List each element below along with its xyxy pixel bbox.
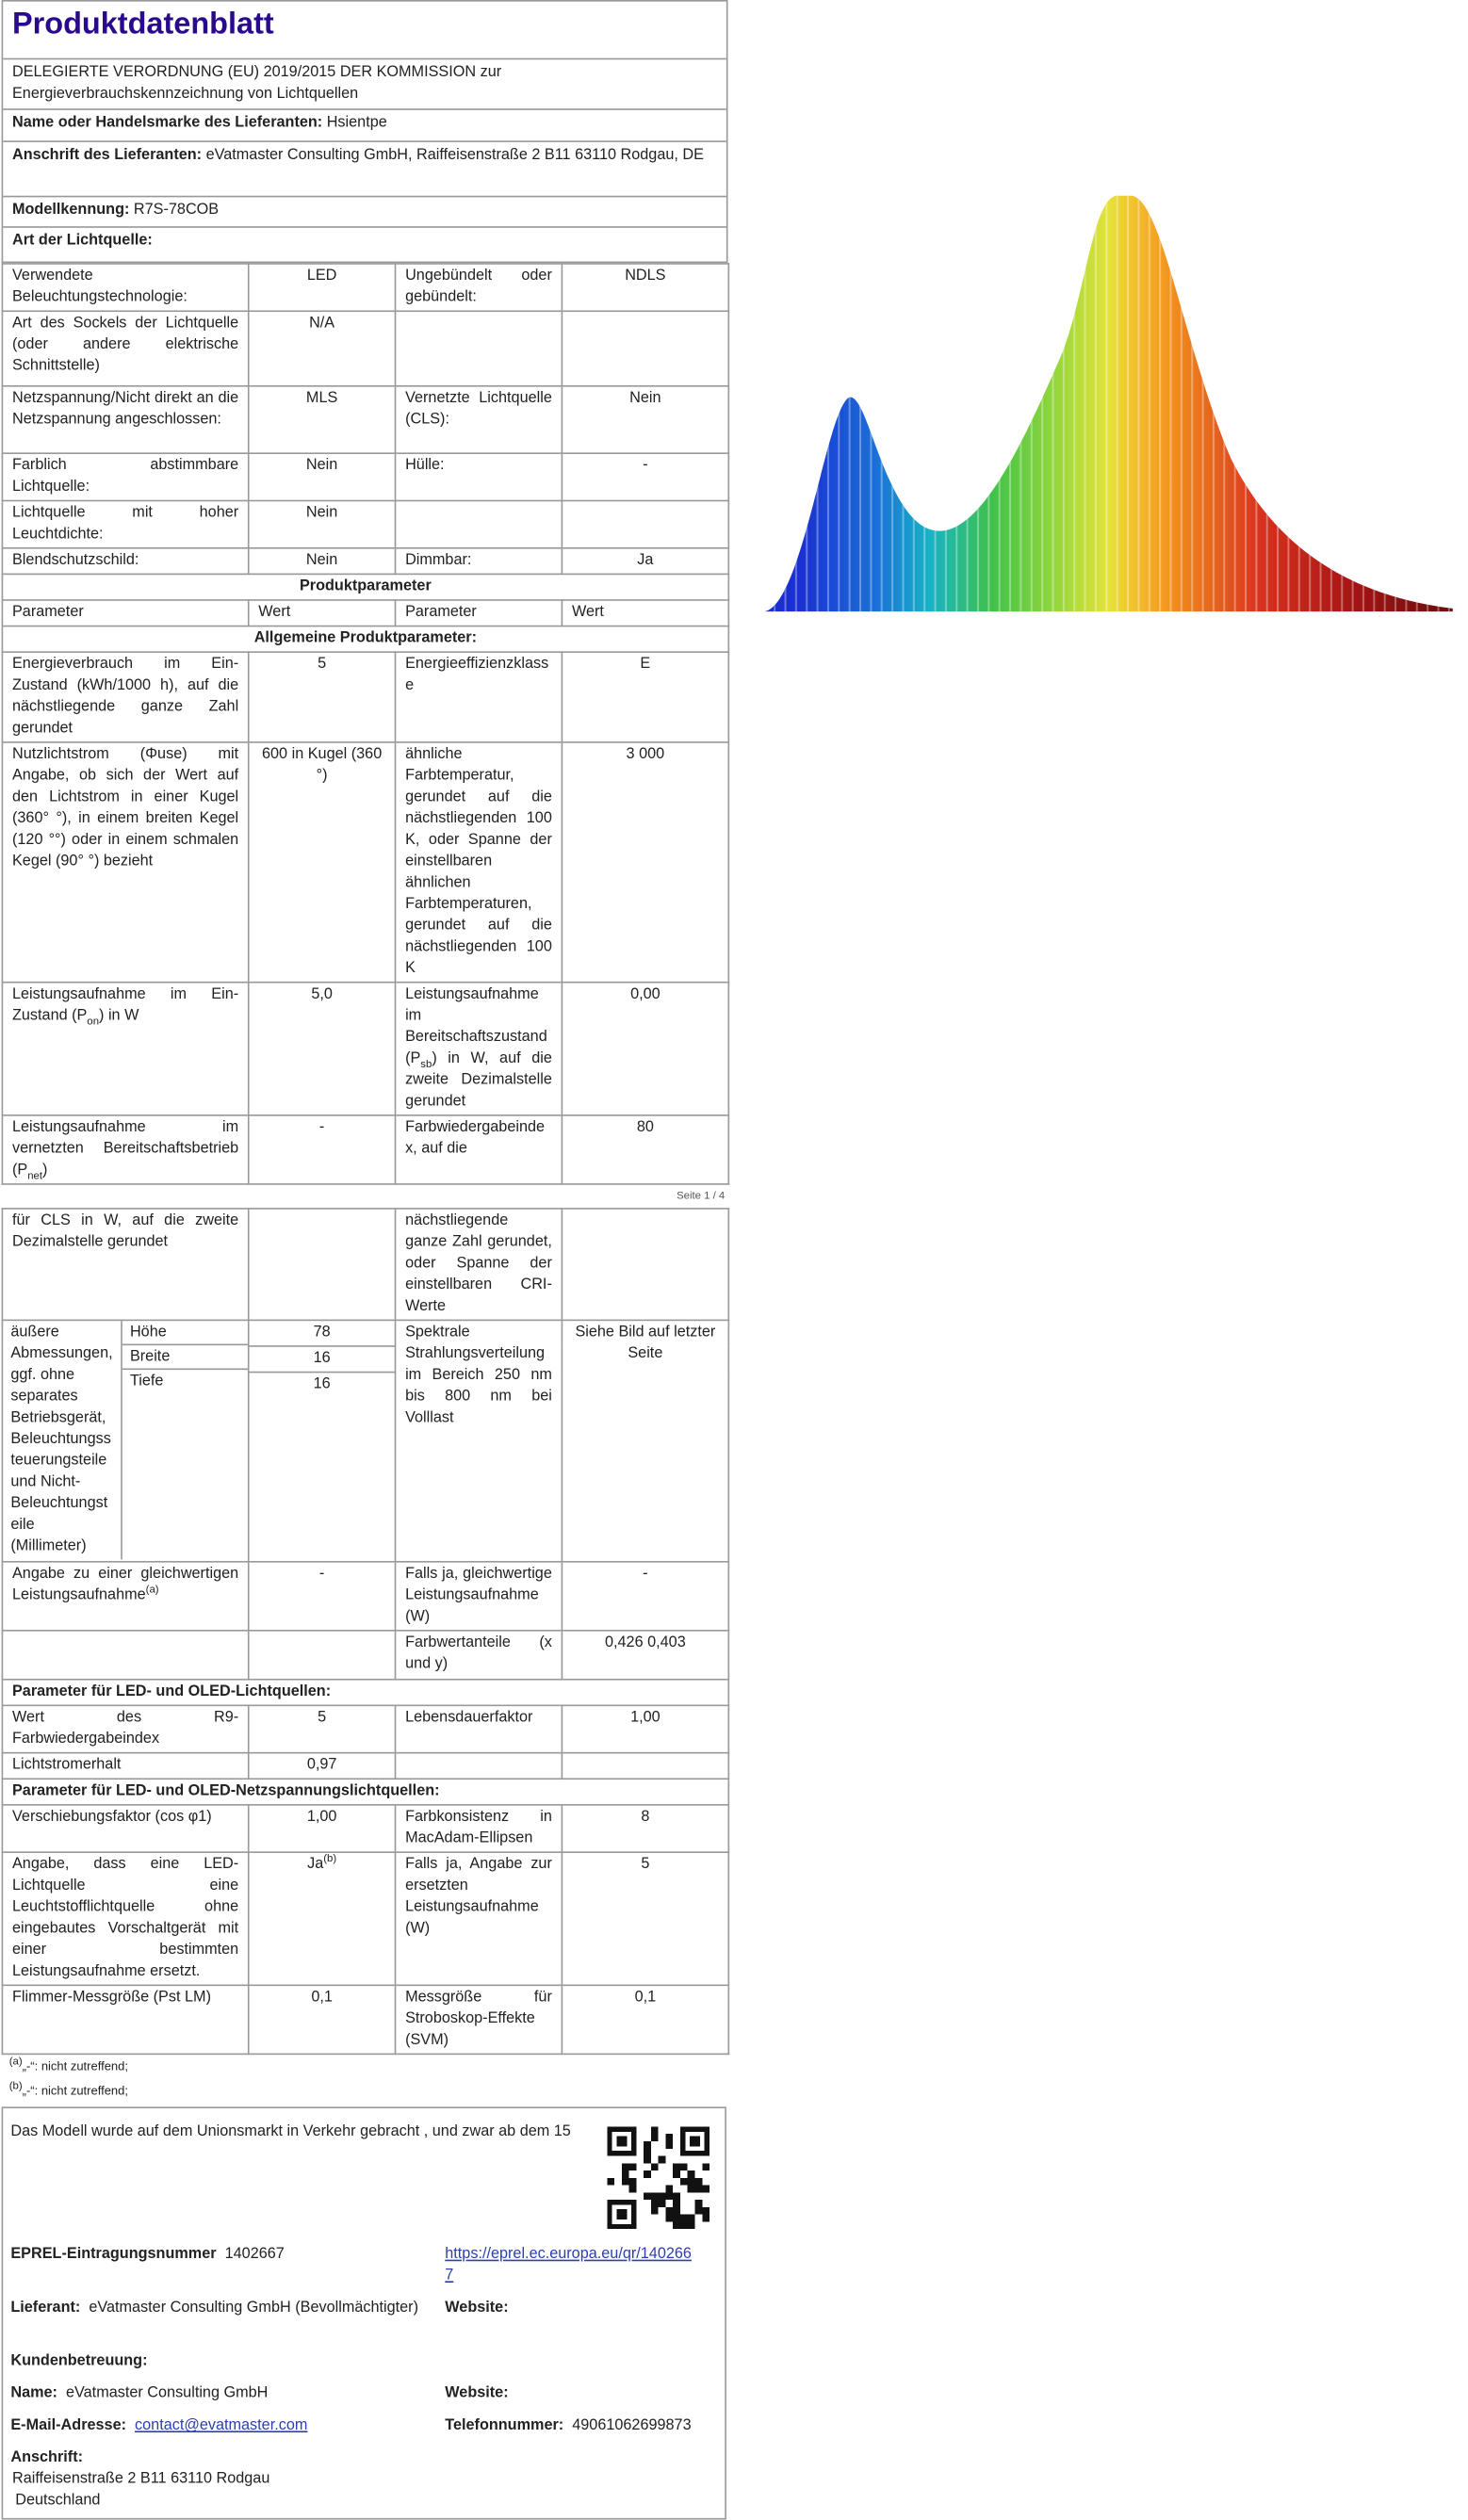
email-label: E-Mail-Adresse: <box>10 2416 127 2434</box>
table-row <box>2 386 728 453</box>
param-name: Nutzlichtstrom (Φuse) mit Angabe, ob sich der Wert auf den Lichtstrom in einer Kugel (360° °), in einem breiten Kegel (120 °°) oder in einem schmalen Kegel (90° °) bezieht <box>2 742 248 983</box>
model-value: R7S-78COB <box>133 202 220 219</box>
param-value: N/A <box>249 311 396 386</box>
param-name: Verschiebungsfaktor (cos φ1) <box>2 1805 248 1852</box>
param-value <box>249 1209 396 1320</box>
model-row <box>3 197 726 227</box>
column-header: Wert <box>249 600 396 626</box>
spectrum-stripes <box>764 196 1452 611</box>
general-params-heading <box>2 626 728 653</box>
param-name: Hülle: <box>396 453 563 500</box>
address-value: eVatmaster Consulting GmbH, Raiffeisenstraße 2 B11 63110 Rodgau, DE <box>205 146 704 164</box>
email-row <box>10 2415 431 2437</box>
param-value: NDLS <box>562 264 728 311</box>
param-name <box>396 311 563 386</box>
param-value: - <box>249 1562 396 1631</box>
param-value <box>562 311 728 386</box>
eprel-number: 1402667 <box>224 2246 285 2263</box>
eprel-info-box <box>2 2106 726 2519</box>
phone-label: Telefonnummer: <box>445 2416 564 2434</box>
param-name <box>2 1115 248 1184</box>
param-value: 8 <box>562 1805 728 1852</box>
param-name: Flimmer-Messgröße (Pst LM) <box>2 1985 248 2054</box>
param-name: Lichtstromerhalt <box>2 1753 248 1780</box>
dimension-value: 78 <box>249 1320 396 1346</box>
footnote-b <box>0 2079 728 2104</box>
param-value: 80 <box>562 1115 728 1184</box>
param-value: Nein <box>562 386 728 453</box>
dimension-value: 16 <box>249 1373 396 1562</box>
table-row <box>2 1705 728 1752</box>
param-name: Blendschutzschild: <box>2 548 248 575</box>
table-row <box>2 1115 728 1184</box>
param-value: 600 in Kugel (360 °) <box>249 742 396 983</box>
param-name: Falls ja, Angabe zur ersetzten Leistungsaufnahme (W) <box>396 1852 563 1985</box>
cell-text-part: on <box>87 1016 100 1028</box>
param-name: Lebensdauerfaktor <box>396 1705 563 1752</box>
name-label: Name: <box>10 2384 57 2402</box>
param-value: E <box>562 652 728 742</box>
param-name: Energieeffizienzklasse <box>396 652 563 742</box>
parameter-table-page2 <box>2 1208 730 2055</box>
table-row <box>2 264 728 311</box>
dimension-name: Breite <box>122 1345 248 1370</box>
param-value: 0,97 <box>249 1753 396 1780</box>
footnote-text: „-“: nicht zutreffend; <box>22 2059 128 2073</box>
param-value: Siehe Bild auf letzter Seite <box>562 1320 728 1561</box>
param-value: 3 000 <box>562 742 728 983</box>
param-name: Farblich abstimmbare Lichtquelle: <box>2 453 248 500</box>
support-name <box>10 2383 431 2405</box>
column-header-row <box>2 600 728 626</box>
cell-text-part: Angabe zu einer gleichwertigen Leistungsaufnahme <box>11 1565 239 1604</box>
address-row <box>3 142 726 197</box>
param-value: 1,00 <box>249 1805 396 1852</box>
param-name: Falls ja, gleichwertige Leistungsaufnahme (W) <box>396 1562 563 1631</box>
column-header: Parameter <box>2 600 248 626</box>
page-title: Produktdatenblatt <box>3 2 726 60</box>
param-name: Verwendete Beleuchtungstechnologie: <box>2 264 248 311</box>
param-name: Farbkonsistenz in MacAdam-Ellipsen <box>396 1805 563 1852</box>
regulation-text: DELEGIERTE VERORDNUNG (EU) 2019/2015 DER KOMMISSION zur Energieverbrauchskennzeichnung von Lichtquellen <box>3 59 726 110</box>
table-row <box>2 311 728 386</box>
general-params-heading-label: Allgemeine Produktparameter: <box>2 626 728 653</box>
param-name: Angabe, dass eine LED-Lichtquelle eine Leuchtstofflichtquelle ohne eingebautes Vorschaltgerät mit einer bestimmten Leistungsaufnahme ersetzt. <box>2 1852 248 1985</box>
param-name: Lichtquelle mit hoher Leuchtdichte: <box>2 500 248 547</box>
param-value: 5 <box>249 652 396 742</box>
param-value: LED <box>249 264 396 311</box>
table-row <box>2 1985 728 2054</box>
param-value <box>562 500 728 547</box>
param-name: ähnliche Farbtemperatur, gerundet auf die nächstliegenden 100 K, oder Spanne der einstellbaren ähnlichen Farbtemperaturen, gerundet auf die nächstliegenden 100 K <box>396 742 563 983</box>
param-value: Ja <box>562 548 728 575</box>
cell-text-part: ) <box>42 1162 48 1179</box>
cell-text-part: Leistungsaufnahme im Bereitschaftszustand (P <box>405 985 547 1067</box>
table-row <box>2 1852 728 1985</box>
parameter-table-page1 <box>2 263 730 1185</box>
param-name: Ungebündelt oder gebündelt: <box>396 264 563 311</box>
cell-text-part: ) in W <box>99 1007 139 1025</box>
param-name: Messgröße für Stroboskop-Effekte (SVM) <box>396 1985 563 2054</box>
param-value: - <box>562 453 728 500</box>
light-source-type-label: Art der Lichtquelle: <box>11 232 153 250</box>
param-value <box>562 1753 728 1780</box>
supplier-row <box>3 110 726 142</box>
dimensions-label <box>2 1320 248 1561</box>
website-label: Website: <box>445 2299 509 2317</box>
param-name: Spektrale Strahlungsverteilung im Bereich 250 nm bis 800 nm bei Volllast <box>396 1320 563 1561</box>
cell-text-part: Leistungsaufnahme im Ein-Zustand (P <box>11 985 239 1025</box>
mains-led-params-heading-label: Parameter für LED- und OLED-Netzspannungslichtquellen: <box>2 1779 728 1805</box>
table-row <box>2 983 728 1115</box>
table-row <box>2 742 728 983</box>
eprel-row <box>10 2244 431 2266</box>
param-name: für CLS in W, auf die zweite Dezimalstelle gerundet <box>2 1209 248 1320</box>
page-number: Seite 1 / 4 <box>677 1191 726 1202</box>
table-row <box>2 1805 728 1852</box>
dimension-value: 16 <box>249 1346 396 1373</box>
param-value: 5 <box>562 1852 728 1985</box>
param-name: Energieverbrauch im Ein-Zustand (kWh/1000 h), auf die nächstliegende ganze Zahl gerundet <box>2 652 248 742</box>
footnote-a <box>0 2055 728 2079</box>
param-value: 0,1 <box>562 1985 728 2054</box>
table-row <box>2 1753 728 1780</box>
cell-text-part: ) in W, auf die zweite Dezimalstelle gerundet <box>405 1049 552 1111</box>
mains-led-params-heading <box>2 1779 728 1805</box>
footnote-mark: (a) <box>8 2057 23 2068</box>
address-heading: Anschrift: <box>10 2448 84 2466</box>
param-value: 0,00 <box>562 983 728 1115</box>
supplier-value: eVatmaster Consulting GmbH (Bevollmächtigter) <box>89 2299 418 2317</box>
param-name <box>396 500 563 547</box>
param-value: 0,1 <box>249 1985 396 2054</box>
footnote-mark: (b) <box>8 2081 23 2092</box>
email-link[interactable]: contact@evatmaster.com <box>135 2416 308 2434</box>
param-name: Dimmbar: <box>396 548 563 575</box>
param-value: Nein <box>249 453 396 500</box>
phone-value: 49061062699873 <box>572 2416 692 2434</box>
spectrum-image <box>757 0 1468 734</box>
footnote-text: „-“: nicht zutreffend; <box>22 2084 128 2098</box>
param-value: - <box>249 1115 396 1184</box>
param-name <box>2 1562 248 1631</box>
param-value: Nein <box>249 500 396 547</box>
qr-code-icon[interactable] <box>604 2126 712 2229</box>
market-text: Das Modell wurde auf dem Unionsmarkt in Verkehr gebracht , und zwar ab dem 15 <box>10 2123 571 2141</box>
product-params-heading-label: Produktparameter <box>2 574 728 600</box>
cell-text-part: Ja <box>307 1856 324 1874</box>
param-name: Vernetzte Lichtquelle (CLS): <box>396 386 563 453</box>
param-name: Wert des R9-Farbwiedergabeindex <box>2 1705 248 1752</box>
table-row <box>2 453 728 500</box>
dimensions-text: äußere Abmessungen, ggf. ohne separates Betriebsgerät, Beleuchtungssteuerungsteile und Nicht-Beleuchtungsteile (Millimeter) <box>3 1321 122 1559</box>
param-value: 5,0 <box>249 983 396 1115</box>
param-name <box>2 1631 248 1680</box>
table-row <box>2 548 728 575</box>
led-params-heading-label: Parameter für LED- und OLED-Lichtquellen: <box>2 1680 728 1706</box>
dimension-row <box>2 1320 728 1346</box>
param-value: MLS <box>249 386 396 453</box>
product-params-heading <box>2 574 728 600</box>
param-value: 0,426 0,403 <box>562 1631 728 1680</box>
table-row <box>2 652 728 742</box>
dimensions-wrap <box>3 1321 248 1559</box>
header-section <box>2 0 728 263</box>
param-name: Farbwertanteile (x und y) <box>396 1631 563 1680</box>
param-value <box>249 1631 396 1680</box>
param-value: 1,00 <box>562 1705 728 1752</box>
table-row <box>2 500 728 547</box>
param-value <box>249 1852 396 1985</box>
eprel-label: EPREL-Eintragungsnummer <box>10 2246 217 2263</box>
column-header: Wert <box>562 600 728 626</box>
param-value <box>562 1209 728 1320</box>
param-value: Nein <box>249 548 396 575</box>
param-name: Farbwiedergabeindex, auf die <box>396 1115 563 1184</box>
table-row <box>2 1209 728 1320</box>
param-name <box>396 983 563 1115</box>
address-country: Deutschland <box>15 2492 101 2510</box>
supplier-value: Hsientpe <box>326 114 387 132</box>
dimension-name: Höhe <box>122 1321 248 1345</box>
led-params-heading <box>2 1680 728 1706</box>
param-name: nächstliegende ganze Zahl gerundet, oder Spanne der einstellbaren CRI-Werte <box>396 1209 563 1320</box>
light-source-type-heading <box>3 228 726 262</box>
param-name: Netzspannung/Nicht direkt an die Netzspannung angeschlossen: <box>2 386 248 453</box>
dimension-name: Tiefe <box>129 1373 164 1390</box>
address-label: Anschrift des Lieferanten: <box>11 146 203 164</box>
table-row <box>2 1562 728 1631</box>
customer-support-heading: Kundenbetreuung: <box>10 2352 148 2370</box>
param-value: 5 <box>249 1705 396 1752</box>
param-value: - <box>562 1562 728 1631</box>
table-row <box>2 1631 728 1680</box>
dimension-names <box>122 1321 248 1559</box>
param-name <box>396 1753 563 1780</box>
supplier-label: Name oder Handelsmarke des Lieferanten: <box>11 114 323 132</box>
supplier-label: Lieferant: <box>10 2299 81 2317</box>
eprel-link[interactable]: https://eprel.ec.europa.eu/qr/1402667 <box>445 2246 692 2284</box>
model-label: Modellkennung: <box>11 202 130 219</box>
cell-text-part: sb <box>420 1059 432 1071</box>
datasheet-column <box>0 0 728 2520</box>
column-header: Parameter <box>396 600 563 626</box>
cell-text-part: Leistungsaufnahme im vernetzten Bereitschaftsbetrieb (P <box>11 1118 239 1179</box>
cell-text-part: net <box>27 1171 43 1182</box>
name-value: eVatmaster Consulting GmbH <box>66 2384 269 2402</box>
cell-text-part: (a) <box>145 1585 159 1596</box>
param-name: Art des Sockels der Lichtquelle (oder andere elektrische Schnittstelle) <box>2 311 248 386</box>
supplier-info <box>10 2298 431 2319</box>
param-name <box>2 983 248 1115</box>
website-label: Website: <box>445 2384 509 2402</box>
address-line: Raiffeisenstraße 2 B11 63110 Rodgau <box>11 2470 270 2488</box>
cell-text-part: (b) <box>323 1854 337 1865</box>
phone-row <box>445 2415 720 2437</box>
